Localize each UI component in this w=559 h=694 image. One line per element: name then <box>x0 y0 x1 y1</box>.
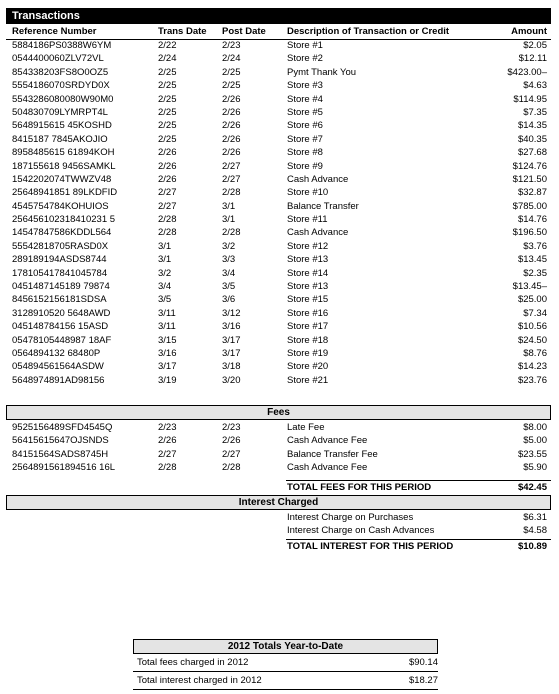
table-row <box>6 267 551 280</box>
post-date: 2/28 <box>222 227 241 239</box>
trans-date: 2/25 <box>158 66 177 78</box>
table-row <box>6 39 551 52</box>
reference-number: 14547847586KDDL564 <box>12 227 112 239</box>
description: Store #11 <box>287 214 328 226</box>
description: Balance Transfer Fee <box>287 448 378 460</box>
table-row <box>6 320 551 333</box>
table-row <box>6 360 551 373</box>
column-header-trans-date: Trans Date <box>158 26 207 37</box>
description: Interest Charge on Purchases <box>287 512 414 523</box>
description: Store #20 <box>287 361 329 373</box>
post-date: 3/18 <box>222 361 241 373</box>
amount: $32.87 <box>517 187 547 199</box>
reference-number: 0544400060ZLV72VL <box>12 53 104 65</box>
reference-number: 25648941851 89LKDFID <box>12 187 118 199</box>
amount: $7.35 <box>523 106 547 118</box>
post-date: 2/28 <box>222 462 241 474</box>
description: Late Fee <box>287 422 325 433</box>
table-row <box>6 200 551 213</box>
trans-date: 2/28 <box>158 227 177 239</box>
trans-date: 2/24 <box>158 53 177 65</box>
amount: $24.50 <box>517 334 547 346</box>
interest-rows <box>6 511 551 538</box>
table-row <box>6 93 551 106</box>
table-row <box>6 347 551 360</box>
post-date: 3/5 <box>222 281 236 293</box>
description: Pymt Thank You <box>287 66 357 78</box>
post-date: 3/2 <box>222 240 236 252</box>
description: Store #2 <box>287 53 323 65</box>
table-row <box>6 213 551 226</box>
reference-number: 5554186070SRDYD0X <box>12 80 110 92</box>
trans-date: 3/11 <box>158 307 176 319</box>
table-row <box>6 293 551 306</box>
reference-number: 5648915615 45KOSHD <box>12 120 112 132</box>
description: Store #8 <box>287 147 323 159</box>
table-row <box>6 334 551 347</box>
description: Store #14 <box>287 267 329 279</box>
description: Store #10 <box>287 187 329 199</box>
fees-total-label: TOTAL FEES FOR THIS PERIOD <box>287 482 432 493</box>
trans-date: 2/25 <box>158 133 177 145</box>
post-date: 2/24 <box>222 53 241 65</box>
interest-total-label: TOTAL INTEREST FOR THIS PERIOD <box>287 541 454 552</box>
fees-table <box>6 421 551 475</box>
trans-date: 3/11 <box>158 321 176 333</box>
amount: $23.76 <box>517 374 547 386</box>
trans-date: 2/25 <box>158 80 177 92</box>
description: Store #13 <box>287 281 329 293</box>
post-date: 3/17 <box>222 334 241 346</box>
description: Store #6 <box>287 120 323 132</box>
post-date: 2/26 <box>222 147 241 159</box>
trans-date: 2/28 <box>158 214 177 226</box>
trans-date: 3/15 <box>158 334 177 346</box>
amount: $2.05 <box>523 40 547 51</box>
amount: $14.76 <box>517 214 547 226</box>
amount: $14.35 <box>517 120 547 132</box>
trans-date: 3/1 <box>158 254 172 266</box>
reference-number: 55542818705RASD0X <box>12 240 109 252</box>
description: Store #4 <box>287 93 323 105</box>
ytd-fees-label: Total fees charged in 2012 <box>137 657 249 668</box>
amount: $423.00– <box>507 66 547 78</box>
table-row <box>6 52 551 65</box>
post-date: 3/4 <box>222 267 236 279</box>
reference-number: 054894561564ASDW <box>12 361 104 373</box>
amount: $196.50 <box>512 227 547 239</box>
reference-number: 178105417841045784 <box>12 267 108 279</box>
post-date: 2/27 <box>222 173 241 185</box>
ytd-interest-row <box>133 672 438 690</box>
header-divider <box>6 39 551 40</box>
fees-total-amount: $42.45 <box>517 482 547 493</box>
trans-date: 2/25 <box>158 106 177 118</box>
post-date: 2/25 <box>222 80 241 92</box>
description: Cash Advance Fee <box>287 435 368 447</box>
table-row <box>6 146 551 159</box>
amount: $7.34 <box>523 307 547 319</box>
reference-number: 5884186PS0388W6YM <box>12 40 112 51</box>
ytd-interest-amount: $18.27 <box>408 675 438 686</box>
description: Store #21 <box>287 374 329 386</box>
table-row <box>6 66 551 79</box>
table-row <box>6 106 551 119</box>
post-date: 3/12 <box>222 307 241 319</box>
reference-number: 504830709LYMRPT4L <box>12 106 108 118</box>
table-row <box>6 307 551 320</box>
description: Store #17 <box>287 321 329 333</box>
transactions-table <box>6 25 551 387</box>
amount: $4.58 <box>523 525 547 537</box>
table-row <box>6 253 551 266</box>
trans-date: 2/23 <box>158 422 177 433</box>
trans-date: 2/27 <box>158 187 177 199</box>
amount: $3.76 <box>523 240 547 252</box>
amount: $13.45– <box>512 281 547 293</box>
post-date: 3/6 <box>222 294 236 306</box>
reference-number: 4545754784KOHUIOS <box>12 200 109 212</box>
description: Store #15 <box>287 294 329 306</box>
description: Store #18 <box>287 334 329 346</box>
post-date: 3/17 <box>222 347 241 359</box>
amount: $5.90 <box>523 462 547 474</box>
description: Store #1 <box>287 40 323 51</box>
post-date: 2/26 <box>222 106 241 118</box>
amount: $40.35 <box>517 133 547 145</box>
reference-number: 0451487145189 79874 <box>12 281 110 293</box>
trans-date: 3/1 <box>158 240 172 252</box>
column-header-ref: Reference Number <box>12 26 97 37</box>
post-date: 3/3 <box>222 254 236 266</box>
ytd-title: 2012 Totals Year-to-Date <box>133 639 438 654</box>
fee-row <box>6 461 551 474</box>
amount: $114.95 <box>513 93 547 105</box>
amount: $8.00 <box>523 422 547 433</box>
trans-date: 2/25 <box>158 93 177 105</box>
interest-row <box>6 511 551 524</box>
description: Store #3 <box>287 80 323 92</box>
trans-date: 3/19 <box>158 374 177 386</box>
post-date: 2/26 <box>222 435 241 447</box>
post-date: 2/25 <box>222 66 241 78</box>
reference-number: 854338203FS8O0OZ5 <box>12 66 109 78</box>
post-date: 2/26 <box>222 133 241 145</box>
reference-number: 289189194ASDS8744 <box>12 254 107 266</box>
post-date: 2/27 <box>222 448 241 460</box>
amount: $12.11 <box>518 53 547 65</box>
post-date: 2/23 <box>222 40 241 51</box>
column-header-post-date: Post Date <box>222 26 266 37</box>
post-date: 2/28 <box>222 187 241 199</box>
amount: $124.76 <box>512 160 547 172</box>
column-header-amount: Amount <box>511 26 547 37</box>
table-row <box>6 79 551 92</box>
amount: $27.68 <box>517 147 547 159</box>
table-row <box>6 280 551 293</box>
trans-date: 3/2 <box>158 267 172 279</box>
trans-date: 3/17 <box>158 361 177 373</box>
amount: $4.63 <box>523 80 547 92</box>
description: Cash Advance <box>287 173 349 185</box>
fees-total-row <box>6 481 551 494</box>
reference-number: 9525156489SFD4545Q <box>12 422 113 433</box>
post-date: 3/20 <box>222 374 241 386</box>
trans-date: 2/27 <box>158 200 177 212</box>
ytd-interest-label: Total interest charged in 2012 <box>137 675 262 686</box>
reference-number: 8415187 7845AKOJIO <box>12 133 108 145</box>
fees-section-header: Fees <box>6 405 551 420</box>
amount: $14.23 <box>517 361 547 373</box>
amount: $13.45 <box>517 254 547 266</box>
table-row <box>6 374 551 387</box>
reference-number: 2564891561894516 16L <box>12 462 116 474</box>
description: Balance Transfer <box>287 200 359 212</box>
amount: $25.00 <box>517 294 547 306</box>
description: Store #13 <box>287 254 329 266</box>
trans-date: 3/16 <box>158 347 177 359</box>
amount: $10.56 <box>517 321 547 333</box>
fee-row <box>6 421 551 434</box>
reference-number: 8958485615 61894KOH <box>12 147 115 159</box>
trans-date: 2/26 <box>158 173 177 185</box>
table-row <box>6 186 551 199</box>
description: Cash Advance Fee <box>287 462 368 474</box>
trans-date: 2/28 <box>158 462 177 474</box>
transactions-title: Transactions <box>6 8 551 24</box>
transaction-rows <box>6 39 551 387</box>
amount: $2.35 <box>523 267 547 279</box>
amount: $121.50 <box>512 173 547 185</box>
reference-number: 5543286080080W90M0 <box>12 93 114 105</box>
trans-date: 2/26 <box>158 147 177 159</box>
post-date: 2/23 <box>222 422 241 433</box>
reference-number: 56415615647OJSNDS <box>12 435 109 447</box>
column-header-row <box>6 25 551 39</box>
trans-date: 2/22 <box>158 40 177 51</box>
trans-date: 2/25 <box>158 120 177 132</box>
trans-date: 3/4 <box>158 281 172 293</box>
description: Store #5 <box>287 106 323 118</box>
description: Cash Advance <box>287 227 349 239</box>
table-row <box>6 119 551 132</box>
fees-total <box>6 481 551 494</box>
post-date: 2/26 <box>222 93 241 105</box>
interest-total-amount: $10.89 <box>517 541 547 552</box>
interest-row <box>6 524 551 537</box>
description: Store #16 <box>287 307 329 319</box>
column-header-description: Description of Transaction or Credit <box>287 26 450 37</box>
trans-date: 2/26 <box>158 435 177 447</box>
reference-number: 187155618 9456SAMKL <box>12 160 116 172</box>
table-row <box>6 240 551 253</box>
reference-number: 1542202074TWWZV48 <box>12 173 112 185</box>
interest-table <box>6 511 551 538</box>
reference-number: 3128910520 5648AWD <box>12 307 111 319</box>
reference-number: 8456152156181SDSA <box>12 294 107 306</box>
description: Store #7 <box>287 133 323 145</box>
ytd-fees-row <box>133 654 438 672</box>
trans-date: 2/26 <box>158 160 177 172</box>
amount: $8.76 <box>523 347 547 359</box>
table-row <box>6 133 551 146</box>
trans-date: 3/5 <box>158 294 172 306</box>
amount: $6.31 <box>523 512 547 523</box>
table-row <box>6 173 551 186</box>
reference-number: 256456102318410231 5 <box>12 214 116 226</box>
ytd-totals-box <box>133 639 438 690</box>
fee-row <box>6 434 551 447</box>
table-row <box>6 226 551 239</box>
reference-number: 84151564SADS8745H <box>12 448 109 460</box>
fee-rows <box>6 421 551 475</box>
post-date: 2/27 <box>222 160 241 172</box>
amount: $785.00 <box>512 200 547 212</box>
amount: $5.00 <box>523 435 547 447</box>
post-date: 2/26 <box>222 120 241 132</box>
reference-number: 0564894132 68480P <box>12 347 101 359</box>
description: Store #9 <box>287 160 323 172</box>
interest-total-row <box>6 540 551 553</box>
ytd-fees-amount: $90.14 <box>408 657 438 668</box>
description: Store #12 <box>287 240 329 252</box>
post-date: 3/1 <box>222 200 236 212</box>
trans-date: 2/27 <box>158 448 177 460</box>
interest-section-header: Interest Charged <box>6 495 551 510</box>
post-date: 3/1 <box>222 214 236 226</box>
post-date: 3/16 <box>222 321 241 333</box>
amount: $23.55 <box>517 448 547 460</box>
interest-total <box>6 540 551 553</box>
reference-number: 05478105448987 18AF <box>12 334 112 346</box>
description: Interest Charge on Cash Advances <box>287 525 435 537</box>
reference-number: 045148784156 15ASD <box>12 321 109 333</box>
table-row <box>6 160 551 173</box>
reference-number: 5648974891AD98156 <box>12 374 105 386</box>
description: Store #19 <box>287 347 329 359</box>
fee-row <box>6 448 551 461</box>
